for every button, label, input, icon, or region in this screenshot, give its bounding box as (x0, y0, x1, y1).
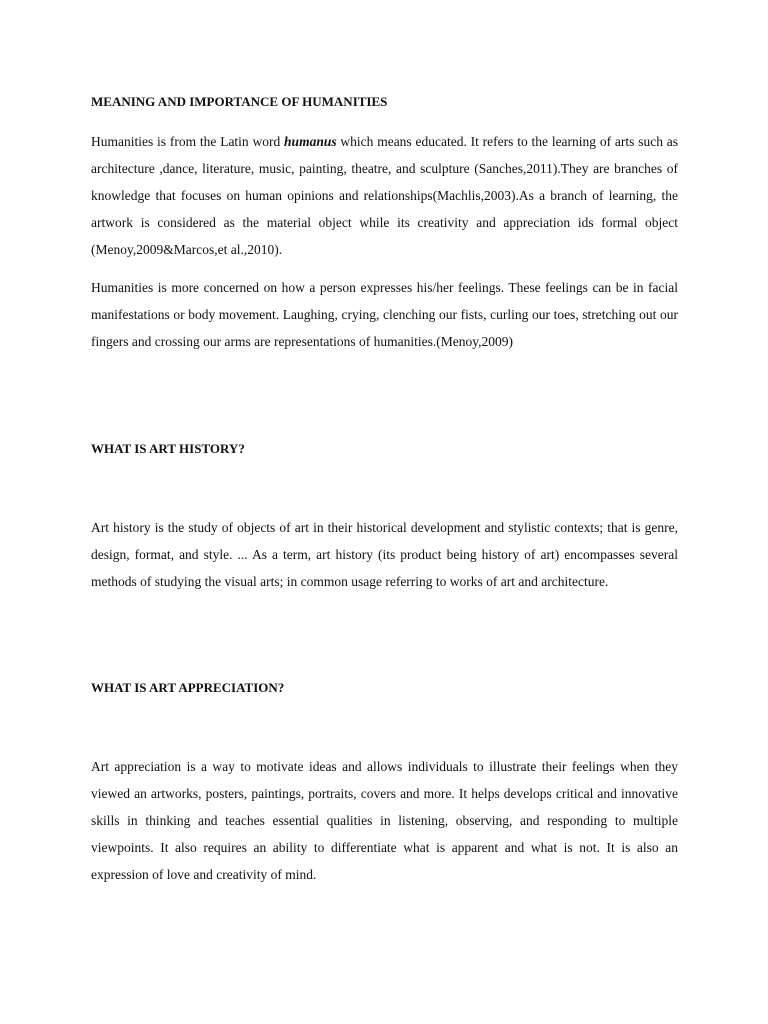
paragraph-text-before: Humanities is from the Latin word (91, 134, 285, 149)
section-heading-art-appreciation: WHAT IS ART APPRECIATION? (91, 680, 285, 695)
section-heading-humanities: MEANING AND IMPORTANCE OF HUMANITIES (91, 94, 388, 109)
paragraph-humanities-definition (91, 128, 678, 263)
paragraph-text-after: which means educated. It refers to the learning of arts such as architecture ,dance, literature, music, painting, theatre, and sculpture (Sanches,2011).They are branches of knowledge that focuses on human opinions and relationships(Machlis,2003).As a branch of learning, the artwork is considered as the material object while its creativity and appreciation ids formal object (Menoy,2009&Marcos,et al.,2010). (91, 134, 678, 257)
section-heading-art-history: WHAT IS ART HISTORY? (91, 441, 245, 456)
latin-word-emphasis: humanus (284, 134, 337, 149)
paragraph-humanities-feelings: Humanities is more concerned on how a person expresses his/her feelings. These feelings can be in facial manifestations or body movement. Laughing, crying, clenching our fists, curling our toes, stretching out our fingers and crossing our arms are representations of humanities.(Menoy,2009) (91, 280, 678, 349)
paragraph-art-history: Art history is the study of objects of art in their historical development and stylistic contexts; that is genre, design, format, and style. ... As a term, art history (its product being history of art) encompasses several methods of studying the visual arts; in common usage referring to works of art and architecture. (91, 520, 678, 589)
paragraph-art-appreciation: Art appreciation is a way to motivate ideas and allows individuals to illustrate their feelings when they viewed an artworks, posters, paintings, portraits, covers and more. It helps develops critical and innovative skills in thinking and teaches essential qualities in listening, observing, and responding to multiple viewpoints. It also requires an ability to differentiate what is apparent and what is not. It is also an expression of love and creativity of mind. (91, 759, 678, 882)
